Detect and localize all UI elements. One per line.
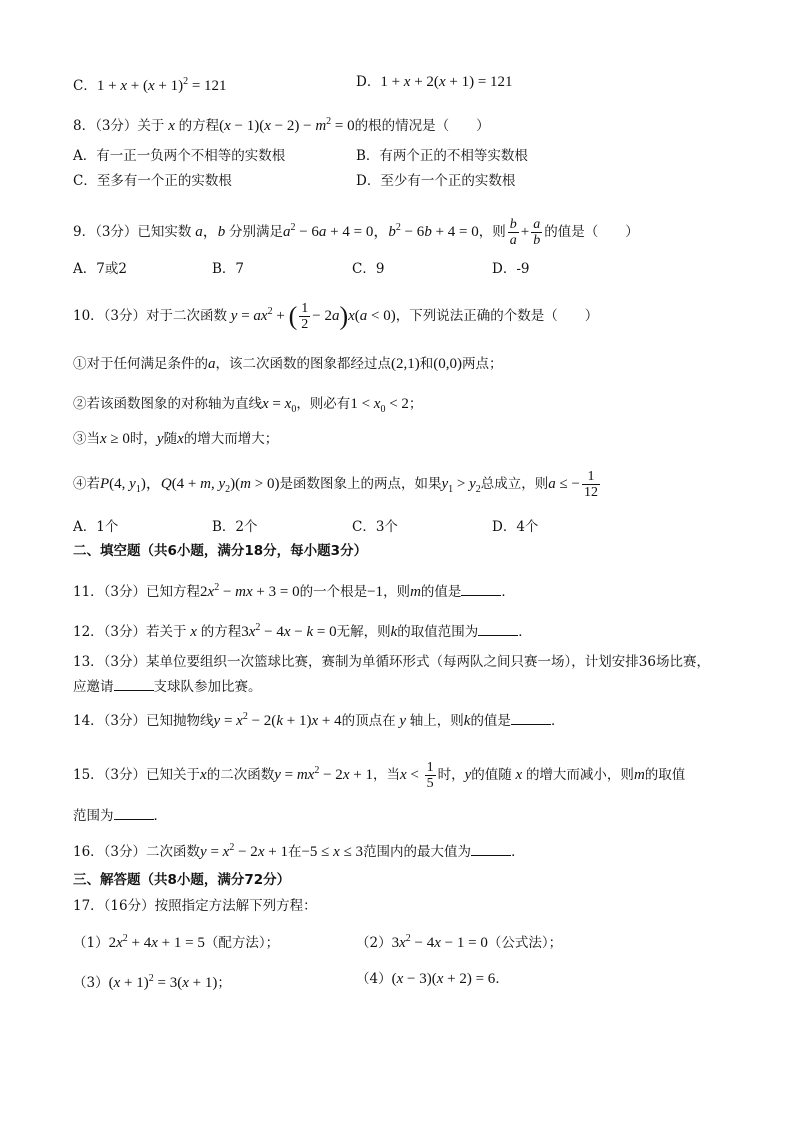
q13-line-1: 13．（3分）某单位要组织一次篮球比赛，赛制为单循环形式（每两队之间只赛一场），计划安排36场比赛， [73,654,710,670]
q10-option-b: B．2个 [212,519,258,535]
q13-answer-blank[interactable] [114,676,154,691]
q9-option-d: D．-9 [492,261,530,277]
q8-option-d: D．至少有一个正的实数根 [356,173,516,189]
q10-stem: 10．（3分）对于二次函数 $y = ax^2$ + ( $\frac{1}{2}$ − 2a)x(a < 0)，下列说法正确的个数是（ ） [73,301,599,332]
section-2-title: 二、填空题（共6小题，满分18分，每小题3分） [73,543,368,559]
q12: 12．（3分）若关于 x 的方程$3x^2 - 4x - k = 0$无解，则k的取值范围为 ． [73,622,532,640]
q17-part-1: $(1)2x^2 + 4x + 1 = 5$（配方法）； [73,933,280,951]
section-3-title: 三、解答题（共8小题，满分72分） [73,872,291,888]
q16-answer-blank[interactable] [471,841,511,856]
q9-option-b: B．7 [212,261,245,277]
q17-part-4: （4）(x − 3)(x + 2) = 6． [356,971,509,987]
q9-stem: 9．（3分）已知实数 a，b 分别满足$a^2 - 6a + 4 = 0$，$b^2 - 6b + 4 = 0$，则 $\frac{b}{a}$ + $\frac{a}{b}$ 的值是（ ） [73,217,639,248]
q12-answer-blank[interactable] [478,621,518,636]
q10-option-c: C．3个 [352,519,398,535]
q16: 16．（3分）二次函数$y = x^2 - 2x + 1$在−5 ≤ x ≤ 3范围内的最大值为 ． [73,842,525,860]
q9-option-c: C．9 [352,261,385,277]
q7-option-c: C．$1 + x + (x + 1)^2 = 121$ [73,76,227,94]
q8-option-c: C．至多有一个正的实数根 [73,173,232,189]
q10-option-a: A．1个 [73,519,119,535]
q7-option-d: D．1 + x + 2(x + 1) = 121 [356,74,513,90]
q8-stem: 8．（3分）关于 x 的方程$(x - 1)(x - 2) - m^2 = 0$的根的情况是（ ） [73,116,490,134]
q10-statement-3: ③当x ≥ 0时，y随x的增大而增大； [73,431,279,447]
q14-answer-blank[interactable] [511,710,551,725]
q10-statement-1: ①对于任何满足条件的a，该二次函数的图象都经过点(2,1)和(0,0)两点； [73,356,503,372]
q17-title: 17．（16分）按照指定方法解下列方程： [73,898,317,914]
q15-line-1: 15．（3分）已知关于x的二次函数$y = mx^2 - 2x + 1$，当x < $\frac{1}{5}$ 时，y的值随 x 的增大而减小，则m的取值 [73,760,686,791]
q15-answer-blank[interactable] [114,805,154,820]
q10-option-d: D．4个 [492,519,539,535]
q11: 11．（3分）已知方程$2x^2$ − mx + 3 = 0的一个根是−1，则m的值是 ． [73,582,515,600]
q13-line-2: 应邀请 支球队参加比赛。 [73,676,262,697]
q8-option-b: B．有两个正的不相等实数根 [356,148,528,164]
q15-line-2: 范围为 ． [73,805,167,826]
q10-statement-2: ②若该函数图象的对称轴为直线$x = x_0$，则必有$1 < x_0 < 2$； [73,396,423,415]
q10-statement-4: ④若P(4, $y_1$)，Q(4 + m, $y_2)(m > 0)$是函数图象上的两点，如果$y_1 > y_2$总成立，则a ≤ − $\frac{1}{12}$ [73,469,598,500]
q8-option-a: A．有一正一负两个不相等的实数根 [73,148,286,164]
q9-option-a: A．7或2 [73,261,127,277]
q17-part-3: $(3)(x + 1)^2 = 3(x + 1)$； [73,973,231,991]
q11-answer-blank[interactable] [461,581,501,596]
q14: 14．（3分）已知抛物线$y = x^2 - 2(k + 1)x + 4$的顶点在 y 轴上，则k的值是 ． [73,711,565,729]
q17-part-2: $(2)3x^2 - 4x - 1 = 0$（公式法）； [356,933,563,951]
